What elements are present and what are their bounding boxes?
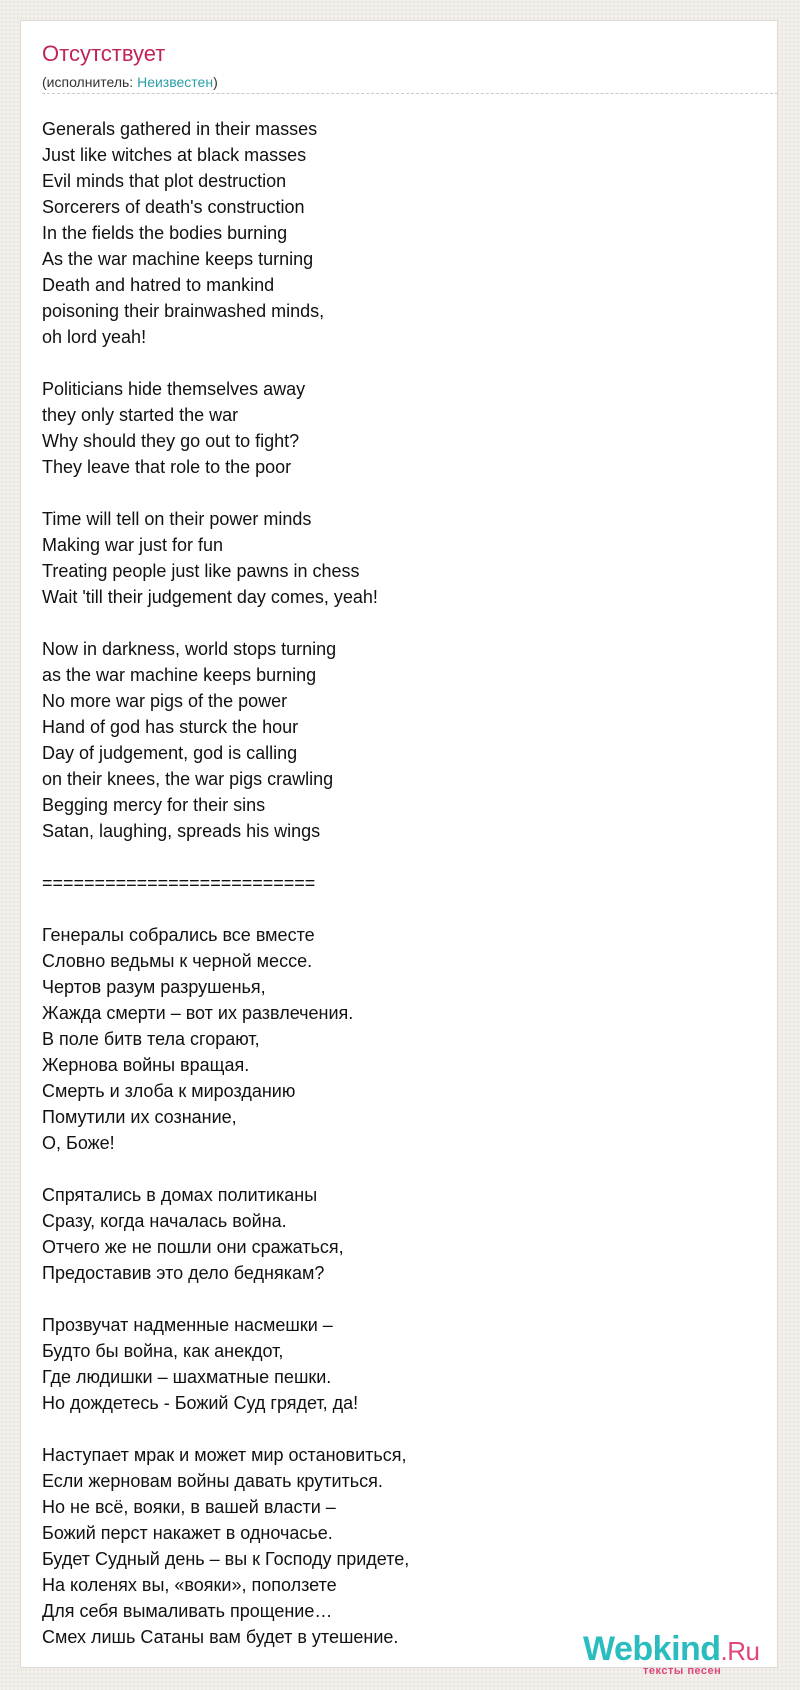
lyric-line: Но дождетесь - Божий Суд грядет, да! bbox=[42, 1393, 359, 1413]
lyric-line: Наступает мрак и может мир остановиться, bbox=[42, 1445, 407, 1465]
lyric-blank-line bbox=[42, 610, 762, 636]
lyric-line: Генералы собрались все вместе bbox=[42, 925, 315, 945]
lyric-line: In the fields the bodies burning bbox=[42, 223, 288, 243]
webkind-logo[interactable] bbox=[583, 1629, 783, 1679]
lyric-line: Прозвучат надменные насмешки – bbox=[42, 1315, 333, 1335]
lyric-line: Evil minds that plot destruction bbox=[42, 171, 287, 191]
lyric-line: Где людишки – шахматные пешки. bbox=[42, 1367, 332, 1387]
lyric-line: Жажда смерти – вот их развлечения. bbox=[42, 1003, 354, 1023]
lyric-line: Если жерновам войны давать крутиться. bbox=[42, 1471, 383, 1491]
lyric-line: No more war pigs of the power bbox=[42, 691, 288, 711]
logo-main-text: Webkind bbox=[583, 1630, 721, 1668]
lyrics-text bbox=[42, 116, 762, 1650]
lyric-line: Death and hatred to mankind bbox=[42, 275, 275, 295]
lyric-line: Begging mercy for their sins bbox=[42, 795, 266, 815]
lyric-blank-line bbox=[42, 1156, 762, 1182]
lyric-line: Жернова войны вращая. bbox=[42, 1055, 250, 1075]
lyric-line: Satan, laughing, spreads his wings bbox=[42, 821, 321, 841]
lyric-line: Чертов разум разрушенья, bbox=[42, 977, 266, 997]
lyric-line: Hand of god has sturck the hour bbox=[42, 717, 299, 737]
lyric-line: Отчего же не пошли они сражаться, bbox=[42, 1237, 344, 1257]
lyric-line: Day of judgement, god is calling bbox=[42, 743, 298, 763]
song-title: Отсутствует bbox=[42, 41, 166, 66]
lyric-line: They leave that role to the poor bbox=[42, 457, 292, 477]
lyric-line: Будто бы война, как анекдот, bbox=[42, 1341, 284, 1361]
lyric-line: Для себя вымаливать прощение… bbox=[42, 1601, 333, 1621]
lyric-line: Sorcerers of death's construction bbox=[42, 197, 305, 217]
lyric-line: О, Боже! bbox=[42, 1133, 115, 1153]
lyric-line: oh lord yeah! bbox=[42, 327, 147, 347]
lyric-blank-line bbox=[42, 480, 762, 506]
lyric-line: Будет Судный день – вы к Господу придете, bbox=[42, 1549, 410, 1569]
artist-link[interactable]: Неизвестен bbox=[137, 74, 214, 90]
lyric-line: Politicians hide themselves away bbox=[42, 379, 306, 399]
lyric-line: Божий перст накажет в одночасье. bbox=[42, 1523, 333, 1543]
logo-tagline: тексты песен bbox=[643, 1665, 722, 1677]
lyric-blank-line bbox=[42, 896, 762, 922]
lyric-line: Time will tell on their power minds bbox=[42, 509, 312, 529]
lyric-line: Now in darkness, world stops turning bbox=[42, 639, 337, 659]
lyric-line: they only started the war bbox=[42, 405, 239, 425]
lyric-line: Словно ведьмы к черной мессе. bbox=[42, 951, 313, 971]
lyric-line: poisoning their brainwashed minds, bbox=[42, 301, 325, 321]
lyric-line: Generals gathered in their masses bbox=[42, 119, 318, 139]
artist-line bbox=[42, 73, 218, 91]
artist-prefix: (исполнитель: bbox=[42, 74, 138, 90]
lyric-line: В поле битв тела сгорают, bbox=[42, 1029, 260, 1049]
lyric-line: Смех лишь Сатаны вам будет в утешение. bbox=[42, 1627, 399, 1647]
lyric-blank-line bbox=[42, 1286, 762, 1312]
lyric-line: На коленях вы, «вояки», поползете bbox=[42, 1575, 337, 1595]
lyric-line: Предоставив это дело беднякам? bbox=[42, 1263, 325, 1283]
lyric-line: Why should they go out to fight? bbox=[42, 431, 300, 451]
lyric-line: Wait 'till their judgement day comes, yeah! bbox=[42, 587, 378, 607]
lyric-line: Сразу, когда началась война. bbox=[42, 1211, 287, 1231]
lyric-line: Спрятались в домах политиканы bbox=[42, 1185, 318, 1205]
lyric-blank-line bbox=[42, 844, 762, 870]
lyric-blank-line bbox=[42, 1416, 762, 1442]
lyric-line: As the war machine keeps turning bbox=[42, 249, 314, 269]
lyric-line: Но не всё, вояки, в вашей власти – bbox=[42, 1497, 336, 1517]
lyric-line: on their knees, the war pigs crawling bbox=[42, 769, 334, 789]
artist-suffix: ) bbox=[213, 74, 218, 90]
lyric-line: ========================== bbox=[42, 873, 316, 893]
lyric-line: Just like witches at black masses bbox=[42, 145, 307, 165]
lyric-line: as the war machine keeps burning bbox=[42, 665, 317, 685]
title-divider bbox=[42, 93, 778, 94]
lyric-line: Помутили их сознание, bbox=[42, 1107, 237, 1127]
logo-suffix: .Ru bbox=[720, 1636, 760, 1666]
lyric-line: Treating people just like pawns in chess bbox=[42, 561, 360, 581]
lyric-line: Making war just for fun bbox=[42, 535, 224, 555]
lyrics-card bbox=[20, 20, 778, 1677]
lyric-line: Смерть и злоба к мирозданию bbox=[42, 1081, 296, 1101]
lyric-blank-line bbox=[42, 350, 762, 376]
